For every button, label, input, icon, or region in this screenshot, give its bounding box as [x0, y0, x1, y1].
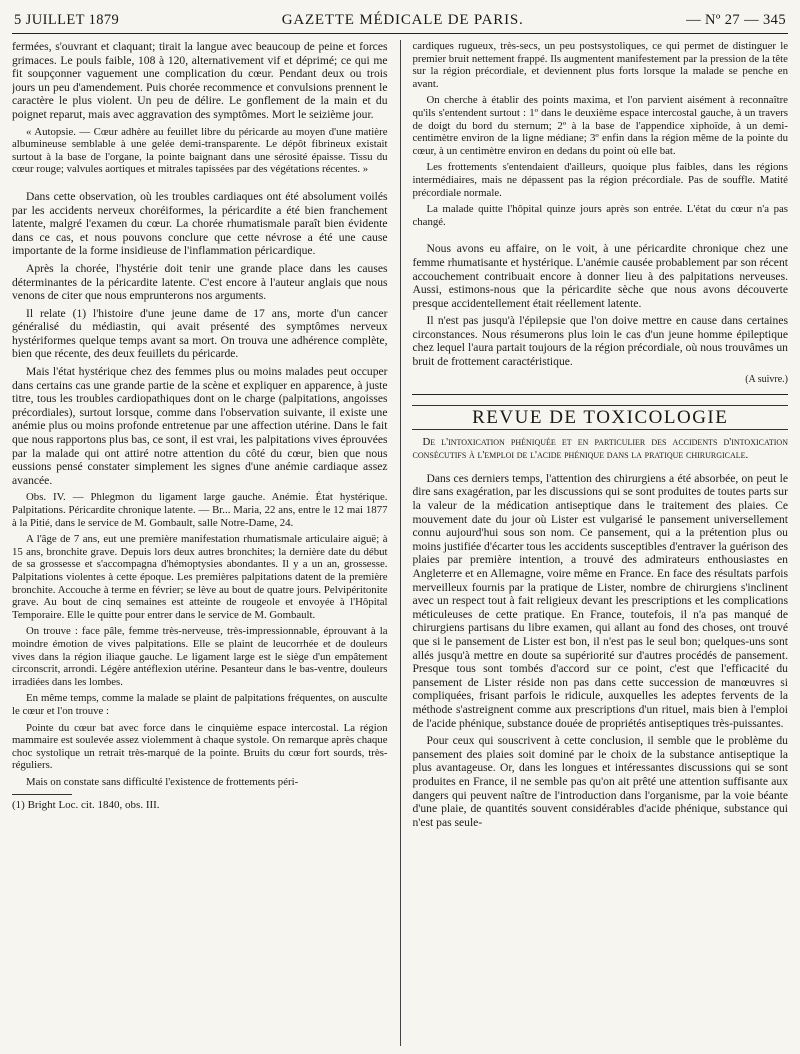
paragraph: Mais on constate sans difficulté l'existence de frottements péri- [26, 775, 299, 788]
to-be-continued: (A suivre.) [745, 373, 788, 385]
section-title: REVUE DE TOXICOLOGIE [412, 405, 788, 430]
right-column [404, 40, 788, 1046]
section-divider [412, 394, 788, 395]
paragraph: En même temps, comme la malade se plaint de palpitations fréquentes, on ausculte le cœur et l'on trouve : [12, 692, 388, 717]
paragraph: Pour ceux qui souscrivent à cette conclusion, il semble que le problème du pansement des plaies soit dominé par le choix de la substance antiseptique la plus avantageuse. Or, dans les longues et intéressantes discussions qui se sont produites en France, il ne semble pas qu'on ait prêté une attention suffisante aux dangers qui peuvent naître de l'introduction dans l'organisme, par la voie béante d'une plaie, de quantités souvent considérables d'acide phénique, substance qui n'est pas seule- [412, 734, 788, 829]
paragraph: Dans cette observation, où les troubles cardiaques ont été absolument voilés par les accidents nerveux choréiformes, la péricardite a été bien franchement latente, malgré l'examen du cœur. La chorée rhumatismale paraît bien évidente dans ce cas, et nous pouvons conclure que cette névrose a été une cause importante de la forme insidieuse de l'inflammation péricardique. [12, 189, 388, 258]
autopsy-paragraph: « Autopsie. — Cœur adhère au feuillet libre du péricarde au moyen d'une matière albumineuse semblable à une gelée demi-transparente. Le dépôt fibrineux existait surtout à la base de l'organe, la pointe baignant dans une sérosité épaisse. Tissu du cœur rouge; valvules aortiques et mitrales tapissées par des végétations récentes. » [12, 125, 388, 176]
page-header [12, 12, 788, 34]
section-subtitle: De l'intoxication phéniquée et en particulier des accidents d'intoxication consécutifs à l'emploi de l'acide phénique dans la pratique chirurgicale. [412, 435, 788, 461]
header-title: GAZETTE MÉDICALE DE PARIS. [281, 12, 524, 28]
paragraph: A l'âge de 7 ans, eut une première manifestation rhumatismale articulaire aiguë; à 15 ans, bronchite grave. Depuis lors deux autres bronchites; la dernière date du début de sa grossesse et s'accompagna d'hémoptysies abondantes. Il y a un an, grossesse. Palpitations violentes à cette époque. Les premières palpitations datent de la première bronchite. Accouche à terme en février; se lève au bout de quatre jours. Pelvipéritonite grave. Au bout de cinq semaines est atteinte de rougeole et envoyée à l'Hôpital Temporaire. Elle le quitte pour entrer dans le service de M. Gombault. [12, 533, 388, 621]
footnote: (1) Bright Loc. cit. 1840, obs. III. [12, 799, 160, 812]
column-divider [400, 40, 401, 1046]
paragraph: Nous avons eu affaire, on le voit, à une péricardite chronique chez une femme rhumatisante et hystérique. L'anémie causée probablement par son récent accouchement contribuait encore à donner lieu à des palpitations nerveuses. Aussi, estimons-nous que la péricardite sèche que nous avons découverte presque accidentellement était réellement latente. [412, 242, 788, 310]
paragraph: Après la chorée, l'hystérie doit tenir une grande place dans les causes déterminantes de la péricardite latente. C'est encore à l'auteur anglais que nous venons de citer que nous emprunterons nos arguments. [12, 261, 388, 303]
paragraph: On cherche à établir des points maxima, et l'on parvient aisément à reconnaître qu'ils s'entendent surtout : 1º dans le deuxième espace intercostal gauche, à un travers de doigt du bord du sternum; 2º à la base de l'appendice xiphoïde, à un demi-centimètre environ de la ligne médiane; 3º enfin dans la région même de la pointe du cœur, à un centimètre environ en dedans du point où elle bat. [412, 94, 788, 157]
paragraph: Mais l'état hystérique chez des femmes plus ou moins malades peut occuper dans certains cas une grande partie de la scène et expliquer en apparence, à juste titre, tous les troubles cardiopathiques dont on le charge (palpitations, angoisses précordiales), surtout lorsque, comme dans l'observation suivante, il existe une anémie plus ou moins profonde entretenue par une affection utérine. Dans le fait que nous rapportons plus bas, ce sont, il est vrai, les palpitations vives éprouvées par la malade qui ont attiré notre attention du côté du cœur, bien que nous eussions pensé constater simplement les signes d'une anémie cardiaque assez avancée. [12, 365, 388, 487]
observation-heading: Obs. IV. — Phlegmon du ligament large gauche. Anémie. État hystérique. Palpitations. Péricardite chronique latente. — Br... Maria, 22 ans, entre le 12 mai 1877 à la Pitié, dans le service de M. Gombault, salle Notre-Dame, 24. [12, 491, 388, 529]
paragraph: Il n'est pas jusqu'à l'épilepsie que l'on doive mettre en cause dans certaines circonstances. Nous résumerons plus loin le cas d'un jeune homme épileptique chez lequel l'aura partait toujours de la région précordiale, où nous trouvâmes un bruit de frottement caractéristique. [412, 314, 788, 369]
left-column [12, 40, 396, 1046]
paragraph: On trouve : face pâle, femme très-nerveuse, très-impressionnable, éprouvant à la moindre émotion de vives palpitations. Elle se plaint de leucorrhée et de douleurs vives dans la région iliaque gauche. Le ligament large est le siège d'un empâtement circonscrit, arrondi. Légère antéflexion utérine. Pesanteur dans le bas-ventre, douleurs irradiées dans les lombes. [12, 625, 388, 688]
paragraph: La malade quitte l'hôpital quinze jours après son entrée. L'état du cœur n'a pas changé. [412, 203, 788, 228]
header-date: 5 JUILLET 1879 [14, 12, 120, 28]
header-page-number: — Nº 27 — 345 [686, 12, 786, 28]
paragraph: fermées, s'ouvrant et claquant; tirait la langue avec beaucoup de peine et forces grimaces. Le pouls faible, 108 à 120, alternativement vif et déprimé; ce qui me fit soupçonner vaguement une complication du cœur. Pendant deux ou trois jours un peu d'amendement. Puis chorée recommence et convulsions prennent le caractère le plus violent. Un peu de délire. Le gonflement de la main et du poignet reparut, mais avec aggravation des symptômes. Mort le seizième jour. [12, 40, 388, 121]
paragraph: Dans ces derniers temps, l'attention des chirurgiens a été absorbée, on peut le dire sans exagération, par les discussions qui se sont produites de toutes parts sur la valeur de la médication antiseptique dans le traitement des plaies. Ce mouvement date du jour où Lister est vulgarisé le pansement universellement connu aujourd'hui sous son nom. Ce pansement, qui a la prétention plus ou moins justifiée d'écarter tous les accidents susceptibles d'entraver la guérison des plaies par première intention, a trouvé des admirateurs enthousiastes en Angleterre et en Allemagne, voire même en France. En face des résultats parfois merveilleux fournis par la pratique de Lister, nombre de chirurgiens s'inclinent avec un respect tout à fait religieux devant les prescriptions et les complications méticuleuses de cette pratique. En France, toutefois, il n'a pas manqué de chirurgiens partisans du libre examen, qui allant au fond des choses, ont trouvé que si le pansement de Lister est bon, il n'est pas le seul bon; quelques-uns sont allés jusqu'à mettre en doute sa supériorité sur d'autres procédés de pansement. Presque tous sont tombés d'accord sur ce point, c'est que l'efficacité du pansement de Lister réside non pas dans cette succession de manœuvres si compliquées, frisant parfois le ridicule, auxquelles les adeptes fervents de la méthode s'astreignent comme aux prescriptions d'un rituel, mais bien à l'emploi de l'acide phénique, substance douée de propriétés antiseptiques très-puissantes. [412, 471, 788, 730]
paragraph: Il relate (1) l'histoire d'une jeune dame de 17 ans, morte d'un cancer généralisé du médiastin, qui avait présenté des symptômes nerveux hystériformes quelque temps avant sa mort. On trouva une adhérence complète, bien que récente, des deux feuillets du péricarde. [12, 306, 388, 361]
paragraph: Pointe du cœur bat avec force dans le cinquième espace intercostal. La région mammaire est soulevée assez violemment à chaque systole. On remarque après chaque choc systolique un retrait très-marqué de la pointe. Bruits du cœur fort sourds, très-réguliers. [12, 721, 388, 772]
paragraph: Les frottements s'entendaient d'ailleurs, quoique plus faibles, dans les régions intermédiaires, mais ne dépassent pas la région précordiale. Pas de souffle. Matité précordiale normale. [412, 161, 788, 199]
paragraph: cardiques rugueux, très-secs, un peu postsystoliques, ce qui permet de distinguer le premier bruit nettement frappé. Ils augmentent manifestement par la pression de la tête sur la région précordiale, et deviennent plus forts lorsque la malade se penche en avant. [412, 40, 788, 90]
